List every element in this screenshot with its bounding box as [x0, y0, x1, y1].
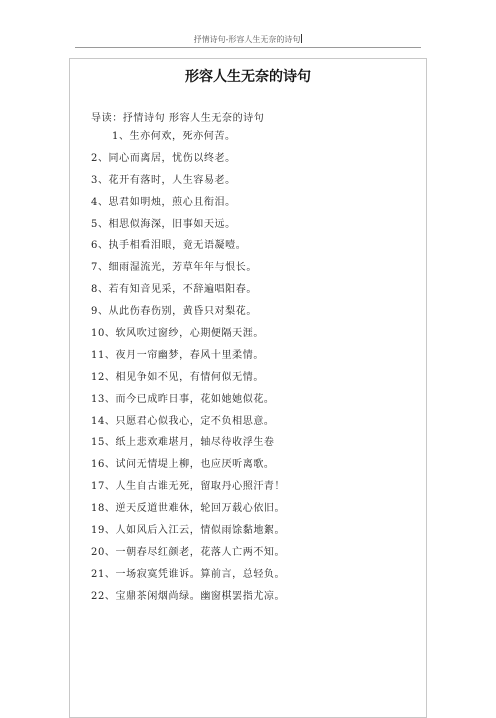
poem-line: 5、相思似海深，旧事如天远。: [91, 218, 236, 230]
poem-line: 18、逆天反道世难休，轮回万载心依旧。: [91, 503, 286, 515]
poem-line: 3、花开有落时，人生容易老。: [91, 174, 236, 186]
intro-text: 导读：抒情诗句 形容人生无奈的诗句: [91, 113, 265, 124]
poem-line: 9、从此伤春伤别，黄昏只对梨花。: [91, 306, 257, 318]
header-text: 抒情诗句-形容人生无奈的诗句: [193, 35, 301, 44]
poem-line: 6、执手相看泪眼，竟无语凝噎。: [91, 240, 247, 252]
poem-line: 11、夜月一帘幽梦，春风十里柔情。: [91, 349, 264, 361]
poem-line: 4、思君如明烛，煎心且衔泪。: [91, 196, 236, 208]
page-header: [0, 34, 496, 45]
header-divider: [75, 47, 421, 48]
poem-line: 15、纸上悲欢难堪月，轴尽待收浮生卷: [91, 437, 275, 449]
poem-line: 12、相见争如不见，有情何似无情。: [91, 371, 264, 383]
poem-line: 17、人生自古谁无死，留取丹心照汗青！: [91, 481, 286, 493]
poem-line: 21、一场寂寞凭谁诉。算前言，总轻负。: [91, 568, 286, 580]
poem-line: 16、试问无情堤上柳，也应厌听离歌。: [91, 459, 275, 471]
poem-line-list: [91, 131, 285, 613]
poem-line: 13、而今已成昨日事，花如她她似花。: [91, 393, 275, 405]
poem-line: 7、细雨湿流光，芳草年年与恨长。: [91, 262, 257, 274]
poem-line: 20、一朝春尽红颜老，花落人亡两不知。: [91, 546, 286, 558]
text-cursor: [301, 34, 302, 43]
poem-line: 2、同心而离居，忧伤以终老。: [91, 152, 236, 164]
poem-line: 8、若有知音见采，不辞遍唱阳春。: [91, 284, 257, 296]
poem-line: 22、宝鼎茶闲烟尚绿。幽窗棋罢指尤凉。: [91, 590, 286, 602]
poem-line: 19、人如风后入江云，情似雨馀黏地絮。: [91, 525, 286, 537]
poem-line: 1、生亦何欢，死亦何苦。: [112, 131, 236, 142]
document-title: 形容人生无奈的诗句: [185, 69, 311, 85]
poem-line: 10、软风吹过窗纱，心期便隔天涯。: [91, 328, 264, 340]
poem-line: 14、只愿君心似我心，定不负相思意。: [91, 415, 275, 427]
